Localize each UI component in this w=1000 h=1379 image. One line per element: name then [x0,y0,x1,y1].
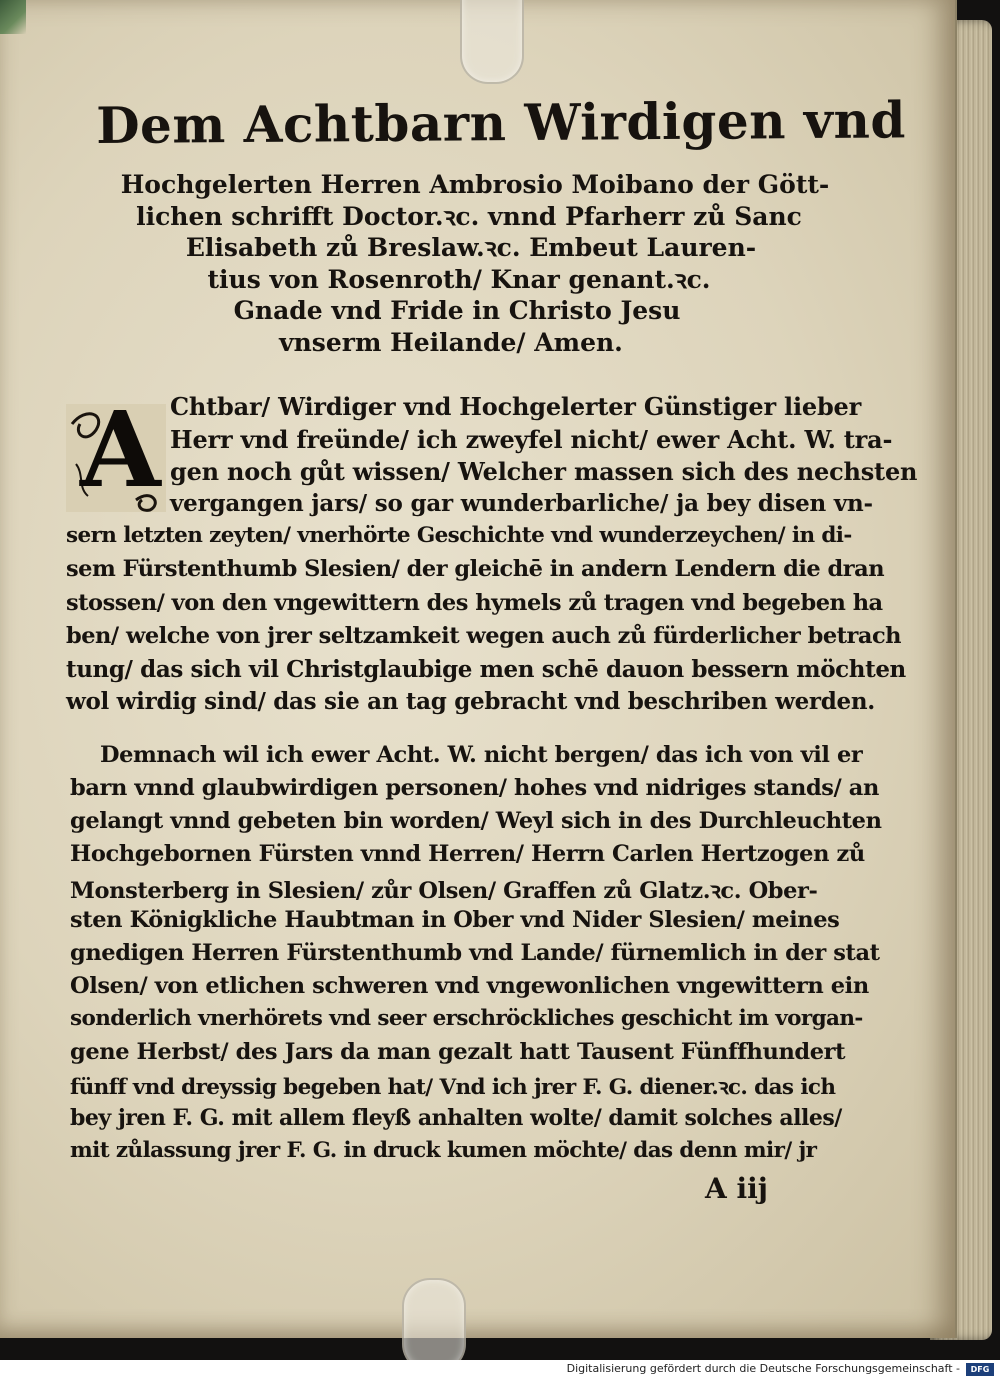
dfg-logo-icon: DFG [966,1363,994,1376]
paragraph2-line-2: barn vnnd glaubwirdigen personen/ hohes vnd nidriges stands/ an [70,775,879,801]
subheading-line-6: vnserm Heilande/ Amen. [279,328,623,357]
subheading-line-2: lichen schrifft Doctor.ꝛc. vnnd Pfarherr zů Sanc [136,202,802,231]
paragraph2-line-12: bey jren F. G. mit allem fleyß anhalten wolte/ damit solches alles/ [70,1105,842,1131]
paragraph1-line-4: vergangen jars/ so gar wunderbarliche/ ja bey disen vn- [170,490,873,517]
paragraph2-line-1: Demnach wil ich ewer Acht. W. nicht bergen/ das ich von vil er [100,742,863,768]
footer-credit: Digitalisierung gefördert durch die Deutsche Forschungsgemeinschaft - [566,1362,960,1375]
subheading-line-1: Hochgelerten Herren Ambrosio Moibano der Gött- [120,170,830,199]
signature-mark: A iij [705,1172,768,1205]
paragraph2-line-9: sonderlich vnerhörets vnd seer erschröckliches geschicht im vorgan- [70,1006,863,1031]
subheading-line-3: Elisabeth zů Breslaw.ꝛc. Embeut Lauren- [185,233,757,262]
decorated-initial [66,388,166,512]
footer-bar [0,1360,1000,1379]
paragraph1-line-5: sern letzten zeyten/ vnerhörte Geschichte vnd wunderzeychen/ in di- [66,523,852,548]
paragraph1-line-3: gen noch gůt wissen/ Welcher massen sich des nechsten [170,457,918,486]
paragraph2-line-10: gene Herbst/ des Jars da man gezalt hatt Tausent Fünffhundert [70,1039,846,1065]
subheading-line-5: Gnade vnd Fride in Christo Jesu [233,296,681,325]
paragraph2-line-8: Olsen/ von etlichen schweren vnd vngewonlichen vngewittern ein [70,973,869,999]
paragraph1-line-10: wol wirdig sind/ das sie an tag gebracht vnd beschriben werden. [66,688,875,715]
paragraph1-line-7: stossen/ von den vngewittern des hymels zů tragen vnd begeben ha [66,590,883,616]
paragraph2-line-5: Monsterberg in Slesien/ zůr Olsen/ Graffen zů Glatz.ꝛc. Ober- [70,878,818,904]
paragraph2-line-11: fünff vnd dreyssig begeben hat/ Vnd ich jrer F. G. diener.ꝛc. das ich [70,1075,836,1100]
paragraph2-line-7: gnedigen Herren Fürstenthumb vnd Lande/ fürnemlich in der stat [70,940,880,966]
paragraph2-line-6: sten Königkliche Haubtman in Ober vnd Nider Slesien/ meines [70,907,840,933]
paragraph1-line-1: Chtbar/ Wirdiger vnd Hochgelerter Günstiger lieber [170,392,862,421]
paragraph1-line-8: ben/ welche von jrer seltzamkeit wegen auch zů fürderlicher betrach [66,623,902,649]
paragraph1-line-9: tung/ das sich vil Christglaubige men schē dauon bessern möchten [66,656,906,683]
paragraph2-line-4: Hochgebornen Fürsten vnnd Herren/ Herrn Carlen Hertzogen zů [70,841,865,867]
paragraph1-line-6: sem Fürstenthumb Slesien/ der gleichē in andern Lendern die dran [66,556,885,582]
paragraph2-line-3: gelangt vnnd gebeten bin worden/ Weyl sich in des Durchleuchten [70,808,882,834]
paragraph1-line-2: Herr vnd freünde/ ich zweyfel nicht/ ewer Acht. W. tra- [170,425,893,454]
initial-letter: A [80,388,161,511]
page-corner-background [0,0,26,34]
page-clip-top [460,0,524,84]
subheading-line-4: tius von Rosenroth/ Knar genant.ꝛc. [207,265,711,294]
page-clip-bottom [402,1278,466,1360]
paragraph2-line-13: mit zůlassung jrer F. G. in druck kumen möchte/ das denn mir/ jr [70,1138,817,1163]
page-heading: Dem Achtbarn Wirdigen vnd [96,90,907,155]
